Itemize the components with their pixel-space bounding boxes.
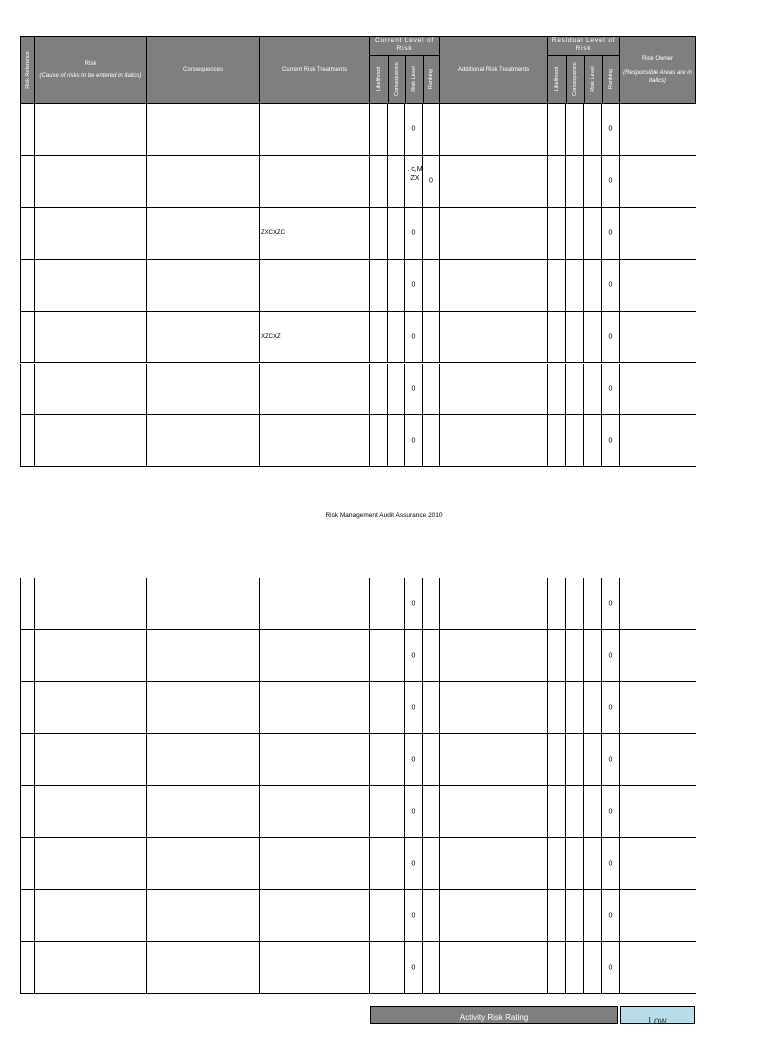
residual-risk-level-value: 0 bbox=[608, 808, 613, 815]
current-consequence-label: Consequence bbox=[393, 62, 400, 96]
header-current-likelihood bbox=[370, 55, 389, 103]
risk-cell bbox=[35, 682, 147, 734]
current-risk-level-cell bbox=[405, 312, 423, 364]
additional-treatment-cell bbox=[440, 838, 548, 890]
residual-risk-level-cell bbox=[602, 786, 620, 838]
current-risk-level-value: 0 bbox=[411, 860, 416, 867]
risk-owner-cell bbox=[620, 786, 696, 838]
current-consequence-cell bbox=[388, 890, 405, 942]
residual-risk-level-value: 0 bbox=[608, 437, 613, 445]
current-treatment-cell bbox=[260, 942, 370, 994]
current-ranking-label: Ranking bbox=[428, 68, 434, 90]
header-current-ranking bbox=[423, 55, 439, 103]
header-current-level-group bbox=[370, 36, 440, 104]
consequences-cell bbox=[147, 312, 260, 364]
residual-ranking-cell bbox=[584, 890, 602, 942]
consequences-cell bbox=[147, 734, 260, 786]
current-likelihood-cell bbox=[370, 890, 388, 942]
risk-reference-cell bbox=[20, 942, 35, 994]
risk-reference-cell bbox=[20, 682, 35, 734]
current-likelihood-cell bbox=[370, 208, 388, 260]
current-ranking-cell bbox=[423, 942, 440, 994]
residual-risk-level-value: 0 bbox=[608, 281, 613, 289]
residual-consequence-cell bbox=[566, 156, 584, 208]
header-current-risk-level bbox=[405, 55, 424, 103]
risk-owner-cell bbox=[620, 890, 696, 942]
current-treatment-cell bbox=[260, 260, 370, 312]
current-treatment-cell bbox=[260, 415, 370, 467]
residual-consequence-cell bbox=[566, 682, 584, 734]
residual-risk-level-value: 0 bbox=[608, 652, 613, 659]
current-consequence-cell bbox=[388, 208, 405, 260]
current-ranking-cell bbox=[423, 734, 440, 786]
risk-reference-cell bbox=[20, 364, 35, 416]
residual-consequence-cell bbox=[566, 630, 584, 682]
current-treatment-cell bbox=[260, 312, 370, 364]
residual-likelihood-cell bbox=[548, 890, 566, 942]
consequences-cell bbox=[147, 942, 260, 994]
current-risk-level-value: 0 bbox=[411, 756, 416, 763]
residual-ranking-cell bbox=[584, 734, 602, 786]
residual-risk-level-value: 0 bbox=[608, 385, 613, 393]
residual-consequence-cell bbox=[566, 838, 584, 890]
residual-risk-level-value: 0 bbox=[608, 177, 613, 185]
risk-owner-header-text bbox=[620, 55, 695, 85]
current-likelihood-cell bbox=[370, 578, 388, 630]
additional-treatment-cell bbox=[440, 942, 548, 994]
residual-consequence-cell bbox=[566, 208, 584, 260]
risk-cell bbox=[35, 734, 147, 786]
additional-treatment-cell bbox=[440, 786, 548, 838]
header-consequences bbox=[147, 36, 260, 104]
residual-risk-level-value: 0 bbox=[608, 333, 613, 341]
current-risk-level-value: 0 bbox=[411, 333, 416, 341]
risk-label: Risk bbox=[84, 61, 97, 67]
risk-owner-cell bbox=[620, 838, 696, 890]
table-row bbox=[20, 890, 696, 942]
risk-owner-cell bbox=[620, 364, 696, 416]
risk-owner-note: (Responsible Areas are in italics) bbox=[623, 70, 692, 84]
table-row bbox=[20, 156, 696, 208]
additional-treatment-cell bbox=[440, 312, 548, 364]
risk-owner-cell bbox=[620, 260, 696, 312]
table-row bbox=[20, 208, 696, 260]
table-row bbox=[20, 260, 696, 312]
residual-likelihood-cell bbox=[548, 104, 566, 156]
residual-risk-level-value: 0 bbox=[608, 964, 613, 971]
current-risk-level-cell bbox=[405, 260, 423, 312]
additional-treatment-cell bbox=[440, 364, 548, 416]
current-ranking-cell bbox=[423, 364, 440, 416]
risk-owner-cell bbox=[620, 734, 696, 786]
risk-cell bbox=[35, 260, 147, 312]
residual-consequence-cell bbox=[566, 104, 584, 156]
current-risk-level-cell bbox=[405, 786, 423, 838]
risk-reference-cell bbox=[20, 578, 35, 630]
current-risk-level-cell bbox=[405, 630, 423, 682]
risk-owner-cell bbox=[620, 682, 696, 734]
residual-ranking-cell bbox=[584, 630, 602, 682]
consequences-cell bbox=[147, 682, 260, 734]
additional-treatment-cell bbox=[440, 578, 548, 630]
table-row bbox=[20, 734, 696, 786]
consequences-label: Consequences bbox=[182, 67, 224, 73]
risk-cell bbox=[35, 890, 147, 942]
risk-reference-label: Risk Reference bbox=[24, 51, 31, 89]
risk-reference-cell bbox=[20, 786, 35, 838]
table-row bbox=[20, 364, 696, 416]
current-consequence-cell bbox=[388, 260, 405, 312]
table-row bbox=[20, 942, 696, 994]
risk-reference-cell bbox=[20, 156, 35, 208]
current-treatment-cell bbox=[260, 838, 370, 890]
risk-owner-cell bbox=[620, 942, 696, 994]
current-treatment-cell bbox=[260, 104, 370, 156]
current-likelihood-cell bbox=[370, 104, 388, 156]
residual-likelihood-cell bbox=[548, 578, 566, 630]
risk-owner-cell bbox=[620, 578, 696, 630]
current-ranking-cell bbox=[423, 838, 440, 890]
current-likelihood-cell bbox=[370, 312, 388, 364]
current-ranking-cell bbox=[423, 415, 440, 467]
residual-consequence-cell bbox=[566, 734, 584, 786]
current-risk-level-label: Risk Level bbox=[411, 66, 417, 92]
residual-risk-level-cell bbox=[602, 890, 620, 942]
residual-ranking-cell bbox=[584, 942, 602, 994]
residual-likelihood-cell bbox=[548, 734, 566, 786]
risk-reference-cell bbox=[20, 415, 35, 467]
risk-register-table-2 bbox=[20, 578, 696, 994]
additional-treatment-cell bbox=[440, 682, 548, 734]
current-treatment-cell bbox=[260, 578, 370, 630]
residual-risk-level-cell bbox=[602, 364, 620, 416]
residual-risk-level-value: 0 bbox=[608, 229, 613, 237]
residual-likelihood-cell bbox=[548, 156, 566, 208]
current-treatment-cell bbox=[260, 156, 370, 208]
current-risk-level-value: 0 bbox=[411, 912, 416, 919]
residual-risk-level-value: 0 bbox=[608, 600, 613, 607]
residual-consequence-cell bbox=[566, 312, 584, 364]
current-ranking-cell bbox=[423, 156, 440, 208]
residual-likelihood-cell bbox=[548, 838, 566, 890]
additional-treatment-cell bbox=[440, 260, 548, 312]
risk-note: (Cause of risks to be entered in italics) bbox=[39, 73, 142, 79]
current-ranking-cell bbox=[423, 786, 440, 838]
risk-cell bbox=[35, 364, 147, 416]
table-row bbox=[20, 415, 696, 467]
residual-risk-level-value: 0 bbox=[608, 860, 613, 867]
header-risk-reference bbox=[20, 36, 35, 104]
residual-level-group-label: Residual Level of Risk bbox=[548, 37, 619, 56]
current-ranking-value: 0 bbox=[429, 177, 433, 185]
residual-risk-level-cell bbox=[602, 682, 620, 734]
current-likelihood-cell bbox=[370, 942, 388, 994]
risk-reference-cell bbox=[20, 734, 35, 786]
current-risk-level-value: 0 bbox=[411, 385, 416, 393]
current-likelihood-cell bbox=[370, 630, 388, 682]
risk-owner-cell bbox=[620, 312, 696, 364]
residual-risk-level-cell bbox=[602, 260, 620, 312]
residual-ranking-cell bbox=[584, 260, 602, 312]
residual-ranking-cell bbox=[584, 838, 602, 890]
residual-likelihood-cell bbox=[548, 786, 566, 838]
header-current-consequence bbox=[388, 55, 406, 103]
current-consequence-cell bbox=[388, 312, 405, 364]
residual-ranking-cell bbox=[584, 415, 602, 467]
risk-owner-label: Risk Owner bbox=[641, 56, 673, 62]
current-likelihood-label: Likelihood bbox=[376, 66, 382, 92]
residual-consequence-cell bbox=[566, 415, 584, 467]
residual-likelihood-cell bbox=[548, 364, 566, 416]
table-row bbox=[20, 104, 696, 156]
residual-likelihood-cell bbox=[548, 682, 566, 734]
residual-consequence-cell bbox=[566, 890, 584, 942]
current-likelihood-cell bbox=[370, 260, 388, 312]
residual-risk-level-value: 0 bbox=[608, 125, 613, 133]
consequences-cell bbox=[147, 415, 260, 467]
header-risk bbox=[35, 36, 147, 104]
current-likelihood-cell bbox=[370, 838, 388, 890]
residual-ranking-cell bbox=[584, 364, 602, 416]
current-consequence-cell bbox=[388, 734, 405, 786]
header-residual-likelihood bbox=[548, 55, 567, 103]
residual-risk-level-cell bbox=[602, 104, 620, 156]
residual-ranking-cell bbox=[584, 578, 602, 630]
residual-consequence-label: Consequence bbox=[572, 62, 578, 96]
current-level-note: . c,M ZX bbox=[407, 166, 423, 182]
residual-ranking-cell bbox=[584, 312, 602, 364]
current-ranking-cell bbox=[423, 630, 440, 682]
residual-likelihood-cell bbox=[548, 415, 566, 467]
risk-cell bbox=[35, 208, 147, 260]
additional-risk-treatments-label: Additional Risk Treatments bbox=[457, 67, 530, 73]
header-residual-ranking bbox=[602, 55, 619, 103]
additional-treatment-cell bbox=[440, 734, 548, 786]
current-risk-level-cell bbox=[405, 415, 423, 467]
risk-cell bbox=[35, 104, 147, 156]
residual-consequence-cell bbox=[566, 364, 584, 416]
residual-likelihood-label: Likelihood bbox=[554, 66, 560, 92]
additional-treatment-cell bbox=[440, 104, 548, 156]
header-current-risk-treatments bbox=[260, 36, 370, 104]
header-residual-consequence bbox=[566, 55, 585, 103]
risk-owner-cell bbox=[620, 104, 696, 156]
additional-treatment-cell bbox=[440, 630, 548, 682]
current-consequence-cell bbox=[388, 104, 405, 156]
residual-risk-level-label: Risk Level bbox=[590, 66, 596, 92]
current-treatment-cell bbox=[260, 734, 370, 786]
residual-ranking-cell bbox=[584, 682, 602, 734]
additional-treatment-cell bbox=[440, 156, 548, 208]
risk-reference-cell bbox=[20, 208, 35, 260]
current-consequence-cell bbox=[388, 578, 405, 630]
consequences-cell bbox=[147, 630, 260, 682]
activity-risk-rating-label: Activity Risk Rating bbox=[370, 1006, 618, 1024]
risk-cell bbox=[35, 156, 147, 208]
additional-treatment-cell bbox=[440, 890, 548, 942]
additional-treatment-cell bbox=[440, 415, 548, 467]
residual-ranking-cell bbox=[584, 104, 602, 156]
risk-register-table-1 bbox=[20, 104, 696, 467]
current-level-group-label: Current Level of Risk bbox=[370, 37, 439, 56]
header-residual-risk-level bbox=[584, 55, 603, 103]
residual-likelihood-cell bbox=[548, 260, 566, 312]
residual-risk-level-value: 0 bbox=[608, 704, 613, 711]
table-row bbox=[20, 312, 696, 364]
current-consequence-cell bbox=[388, 682, 405, 734]
risk-cell bbox=[35, 630, 147, 682]
current-risk-level-value: 0 bbox=[411, 229, 416, 237]
residual-risk-level-cell bbox=[602, 156, 620, 208]
current-risk-level-cell bbox=[405, 890, 423, 942]
residual-risk-level-cell bbox=[602, 578, 620, 630]
consequences-cell bbox=[147, 786, 260, 838]
current-likelihood-cell bbox=[370, 734, 388, 786]
risk-header-text bbox=[35, 60, 146, 80]
risk-cell bbox=[35, 312, 147, 364]
current-consequence-cell bbox=[388, 786, 405, 838]
residual-risk-level-cell bbox=[602, 415, 620, 467]
risk-cell bbox=[35, 578, 147, 630]
residual-risk-level-cell bbox=[602, 942, 620, 994]
risk-cell bbox=[35, 942, 147, 994]
residual-likelihood-cell bbox=[548, 630, 566, 682]
current-treatment-cell bbox=[260, 682, 370, 734]
current-ranking-cell bbox=[423, 260, 440, 312]
current-treatment-value: XZCXZ bbox=[261, 334, 281, 341]
current-risk-level-cell bbox=[405, 942, 423, 994]
risk-register-header bbox=[20, 36, 696, 104]
risk-reference-cell bbox=[20, 260, 35, 312]
risk-reference-cell bbox=[20, 630, 35, 682]
risk-reference-cell bbox=[20, 312, 35, 364]
current-consequence-cell bbox=[388, 364, 405, 416]
header-risk-owner bbox=[620, 36, 696, 104]
current-ranking-cell bbox=[423, 890, 440, 942]
residual-risk-level-cell bbox=[602, 838, 620, 890]
residual-ranking-label: Ranking bbox=[607, 68, 614, 90]
residual-likelihood-cell bbox=[548, 312, 566, 364]
consequences-cell bbox=[147, 156, 260, 208]
current-treatment-value: ZXCXZC bbox=[261, 230, 285, 237]
current-treatment-cell bbox=[260, 630, 370, 682]
current-risk-level-cell bbox=[405, 682, 423, 734]
table-row bbox=[20, 682, 696, 734]
risk-owner-cell bbox=[620, 630, 696, 682]
residual-risk-level-cell bbox=[602, 208, 620, 260]
consequences-cell bbox=[147, 364, 260, 416]
risk-cell bbox=[35, 838, 147, 890]
residual-risk-level-value: 0 bbox=[608, 756, 613, 763]
current-treatment-cell bbox=[260, 786, 370, 838]
residual-risk-level-cell bbox=[602, 734, 620, 786]
current-risk-level-cell bbox=[405, 734, 423, 786]
residual-consequence-cell bbox=[566, 260, 584, 312]
current-risk-level-value: 0 bbox=[411, 964, 416, 971]
current-likelihood-cell bbox=[370, 156, 388, 208]
table-row bbox=[20, 578, 696, 630]
risk-owner-cell bbox=[620, 156, 696, 208]
current-ranking-cell bbox=[423, 682, 440, 734]
current-risk-level-cell bbox=[405, 578, 423, 630]
current-risk-level-value: 0 bbox=[411, 704, 416, 711]
residual-risk-level-cell bbox=[602, 312, 620, 364]
page-caption: Risk Management Audit Assurance 2010 bbox=[325, 512, 443, 519]
risk-cell bbox=[35, 415, 147, 467]
current-consequence-cell bbox=[388, 838, 405, 890]
consequences-cell bbox=[147, 838, 260, 890]
current-treatment-cell bbox=[260, 364, 370, 416]
header-additional-risk-treatments bbox=[440, 36, 548, 104]
current-risk-level-value: 0 bbox=[411, 652, 416, 659]
header-residual-level-group bbox=[548, 36, 620, 104]
consequences-cell bbox=[147, 890, 260, 942]
activity-risk-rating-value: Low bbox=[620, 1006, 695, 1024]
residual-risk-level-value: 0 bbox=[608, 912, 613, 919]
current-consequence-cell bbox=[388, 415, 405, 467]
current-consequence-cell bbox=[388, 942, 405, 994]
risk-reference-cell bbox=[20, 104, 35, 156]
current-ranking-cell bbox=[423, 578, 440, 630]
current-risk-treatments-label: Current Risk Treatments bbox=[281, 67, 348, 73]
residual-consequence-cell bbox=[566, 786, 584, 838]
current-treatment-cell bbox=[260, 890, 370, 942]
current-risk-level-value: 0 bbox=[411, 600, 416, 607]
current-consequence-cell bbox=[388, 156, 405, 208]
residual-likelihood-cell bbox=[548, 208, 566, 260]
current-risk-level-value: 0 bbox=[411, 281, 416, 289]
additional-treatment-cell bbox=[440, 208, 548, 260]
current-likelihood-cell bbox=[370, 786, 388, 838]
current-ranking-cell bbox=[423, 208, 440, 260]
residual-risk-level-cell bbox=[602, 630, 620, 682]
consequences-cell bbox=[147, 208, 260, 260]
residual-ranking-cell bbox=[584, 156, 602, 208]
consequences-cell bbox=[147, 578, 260, 630]
current-likelihood-cell bbox=[370, 364, 388, 416]
risk-owner-cell bbox=[620, 208, 696, 260]
current-ranking-cell bbox=[423, 312, 440, 364]
risk-reference-cell bbox=[20, 890, 35, 942]
current-risk-level-cell bbox=[405, 364, 423, 416]
current-risk-level-cell bbox=[405, 104, 423, 156]
current-risk-level-value: 0 bbox=[411, 808, 416, 815]
current-treatment-cell bbox=[260, 208, 370, 260]
residual-likelihood-cell bbox=[548, 942, 566, 994]
current-ranking-cell bbox=[423, 104, 440, 156]
current-risk-level-cell bbox=[405, 838, 423, 890]
residual-ranking-cell bbox=[584, 786, 602, 838]
table-row bbox=[20, 630, 696, 682]
table-row bbox=[20, 838, 696, 890]
risk-owner-cell bbox=[620, 415, 696, 467]
current-likelihood-cell bbox=[370, 415, 388, 467]
residual-consequence-cell bbox=[566, 578, 584, 630]
current-likelihood-cell bbox=[370, 682, 388, 734]
risk-reference-cell bbox=[20, 838, 35, 890]
current-risk-level-value: 0 bbox=[411, 437, 416, 445]
table-row bbox=[20, 786, 696, 838]
current-risk-level-cell bbox=[405, 208, 423, 260]
consequences-cell bbox=[147, 260, 260, 312]
current-risk-level-value: 0 bbox=[411, 125, 416, 133]
residual-consequence-cell bbox=[566, 942, 584, 994]
residual-ranking-cell bbox=[584, 208, 602, 260]
risk-cell bbox=[35, 786, 147, 838]
current-consequence-cell bbox=[388, 630, 405, 682]
consequences-cell bbox=[147, 104, 260, 156]
